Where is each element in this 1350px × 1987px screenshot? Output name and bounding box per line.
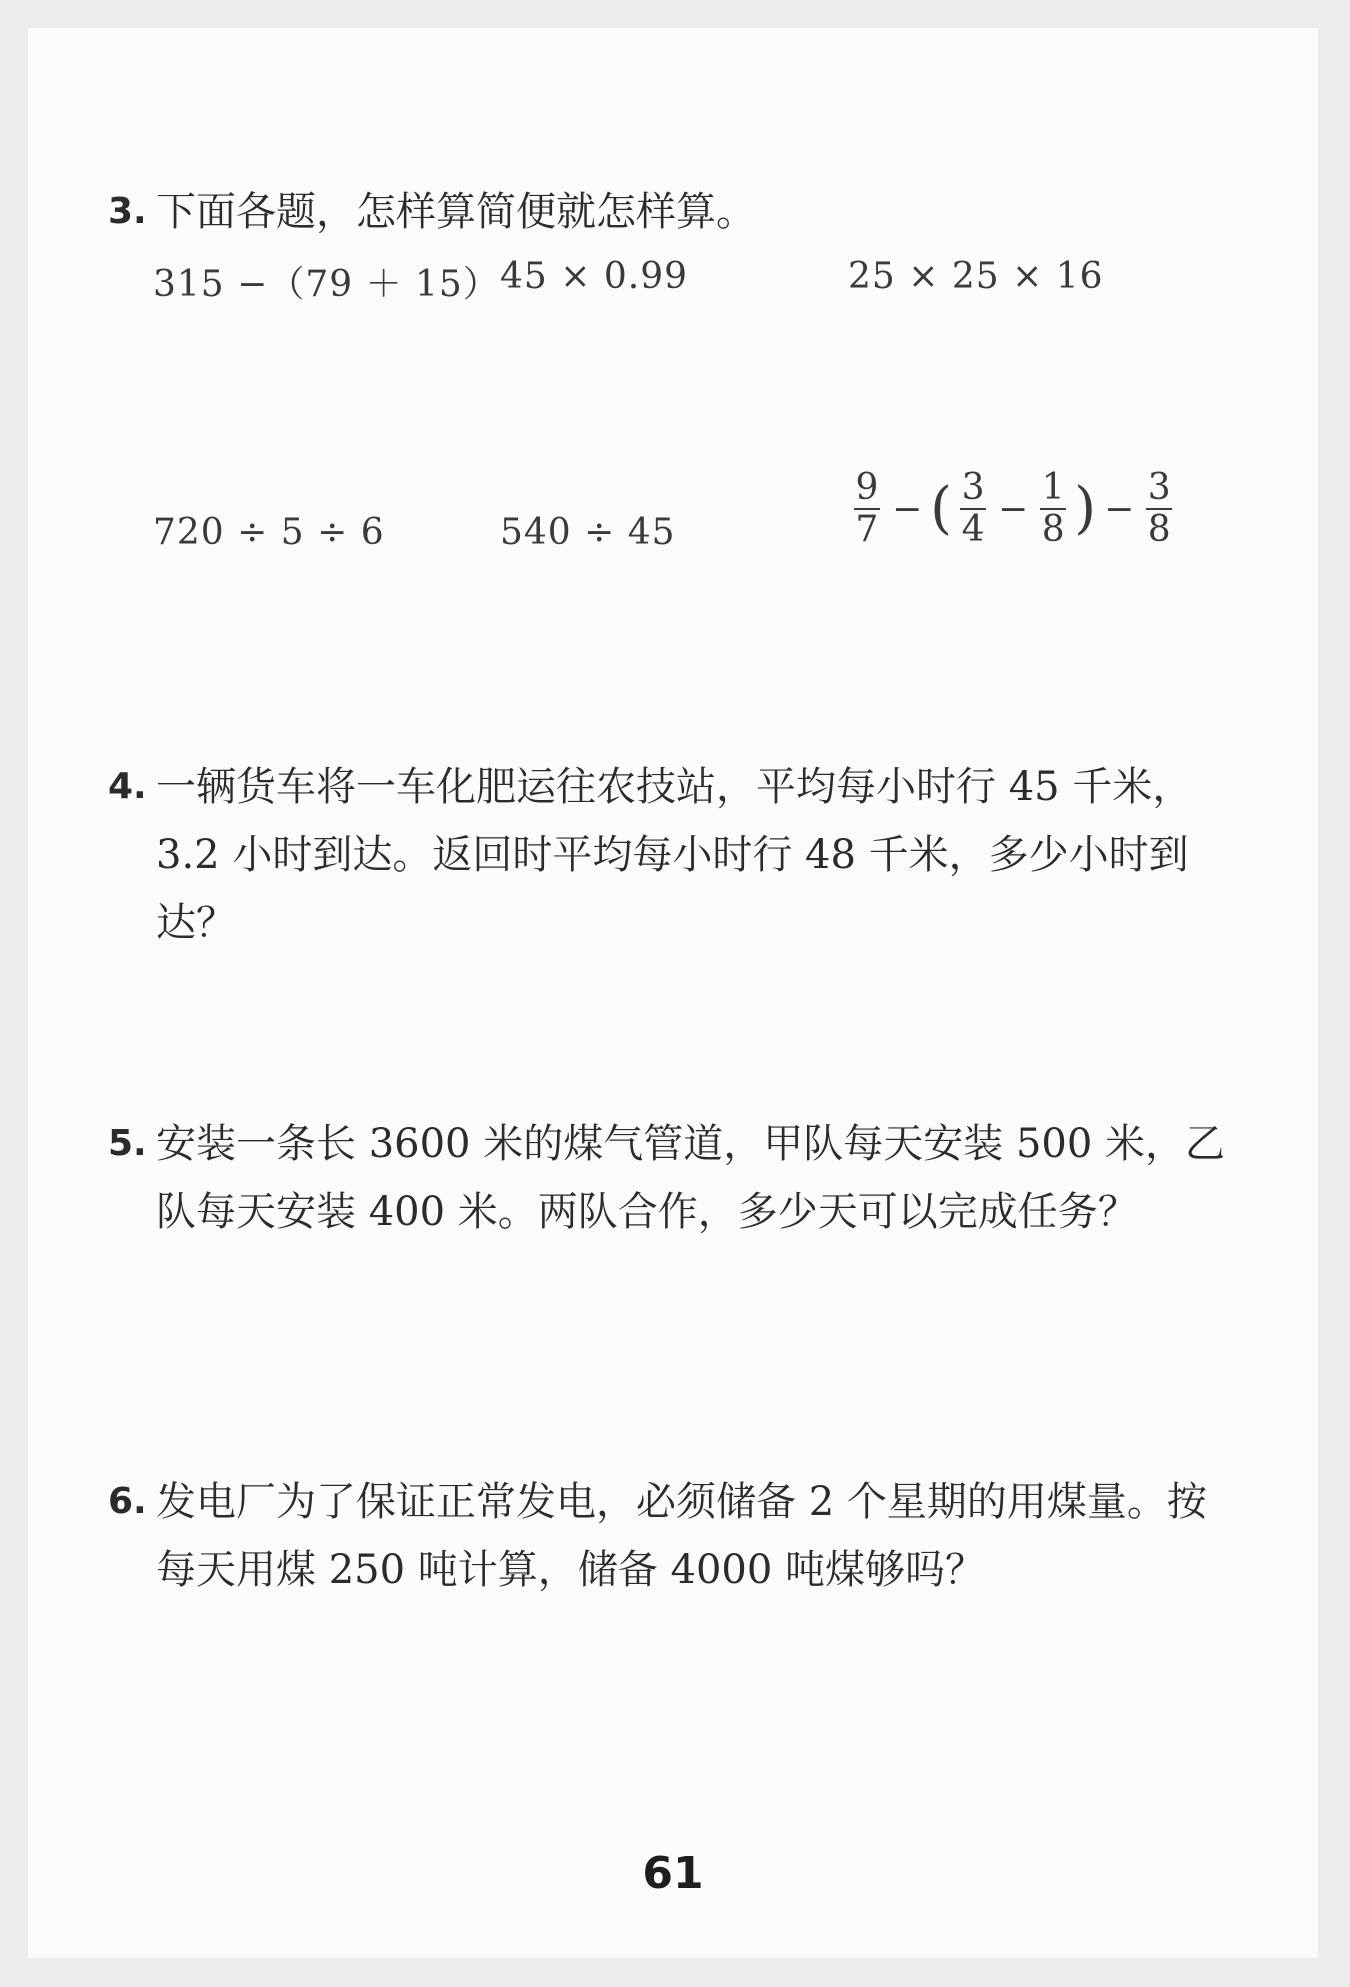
question-6 — [108, 1468, 1228, 1604]
fraction-expression — [848, 468, 1178, 550]
fraction — [960, 468, 986, 550]
page-number: 61 — [642, 1848, 704, 1899]
question-4 — [108, 753, 1228, 957]
question-number: 6. — [108, 1481, 147, 1522]
fraction — [1146, 468, 1172, 550]
minus-sign: − — [1104, 488, 1135, 530]
expression: 540 ÷ 45 — [500, 512, 676, 553]
expression: 315 −（79 ＋ 15） — [153, 264, 500, 305]
question-number: 3. — [108, 191, 147, 232]
question-3 — [108, 178, 1228, 246]
right-paren: ) — [1074, 476, 1097, 541]
minus-sign: − — [998, 488, 1029, 530]
question-5 — [108, 1110, 1228, 1246]
question-title: 下面各题，怎样算简便就怎样算。 — [156, 189, 756, 235]
fraction — [854, 468, 880, 550]
left-paren: ( — [930, 476, 953, 541]
numerator: 1 — [1041, 467, 1065, 508]
denominator: 8 — [1041, 509, 1065, 550]
denominator: 4 — [961, 509, 985, 550]
question-number: 5. — [108, 1123, 147, 1164]
question-text: 安装一条长 3600 米的煤气管道，甲队每天安装 500 米，乙队每天安装 400 米。两队合作，多少天可以完成任务？ — [156, 1121, 1226, 1235]
expression: 25 × 25 × 16 — [848, 256, 1104, 297]
minus-sign: − — [892, 488, 923, 530]
denominator: 8 — [1147, 509, 1171, 550]
expression: 720 ÷ 5 ÷ 6 — [153, 512, 385, 553]
expression: 45 × 0.99 — [500, 256, 689, 297]
numerator: 3 — [961, 467, 985, 508]
question-text: 发电厂为了保证正常发电，必须储备 2 个星期的用煤量。按每天用煤 250 吨计算，储备 4000 吨煤够吗？ — [156, 1479, 1207, 1593]
worksheet-page — [28, 28, 1318, 1958]
numerator: 9 — [855, 467, 879, 508]
numerator: 3 — [1147, 467, 1171, 508]
question-number: 4. — [108, 766, 147, 807]
denominator: 7 — [855, 509, 879, 550]
question-text: 一辆货车将一车化肥运往农技站，平均每小时行 45 千米，3.2 小时到达。返回时平均每小时行 48 千米，多少小时到达？ — [156, 764, 1193, 946]
fraction — [1040, 468, 1066, 550]
